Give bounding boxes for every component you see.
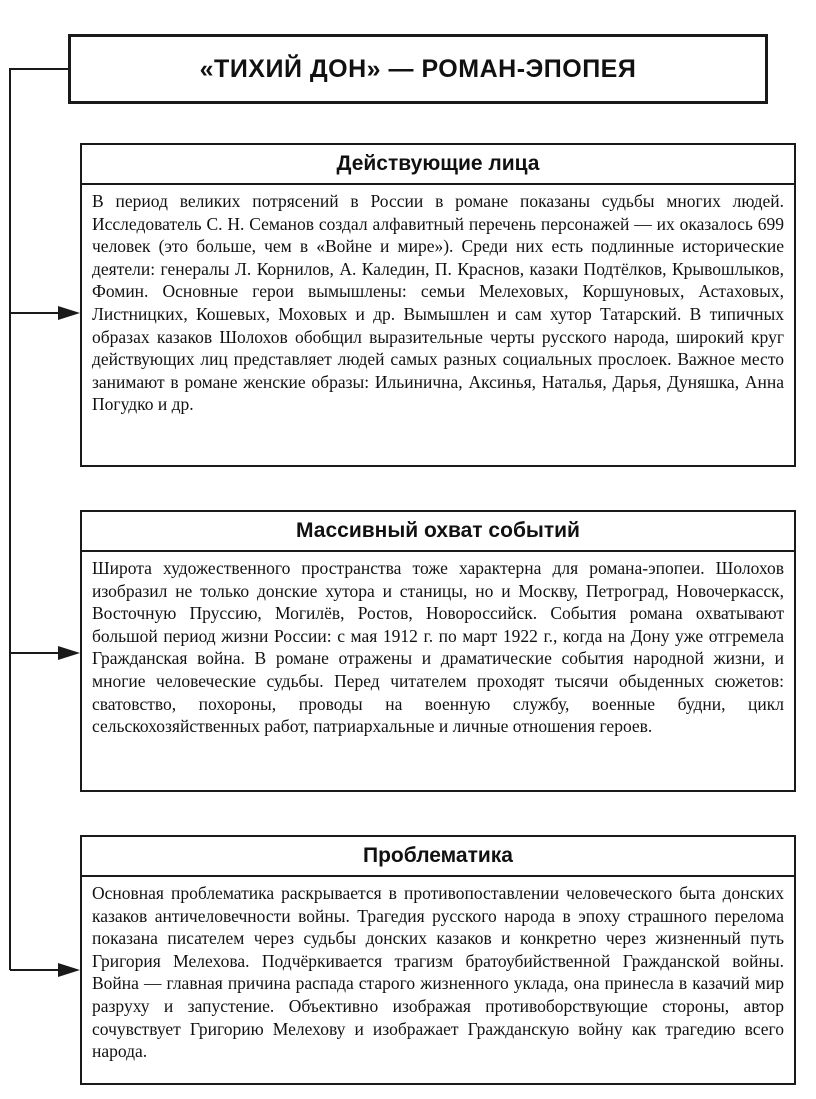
section-text: Основная проблематика раскрывается в противопоставлении человеческого быта донских казаков античеловечности войны. Трагедия русского народа в эпоху страшного перелома показана писателем через судьбы донских казаков и конкретно через жизненный путь Григория Мелехова. Подчёркивается трагизм братоубийственной Гражданской войны. Война — главная причина распада старого жизненного уклада, она принесла в казачий мир разруху и запустение. Объективно изображая противоборствующие стороны, автор сочувствует Григорию Мелехову и изображает Гражданскую войну как трагедию всего народа. [92,883,784,1062]
arrow-icon [58,306,80,320]
section-heading: Действующие лица [336,152,540,175]
section-heading: Проблематика [363,844,513,867]
section-text: В период великих потрясений в России в романе показаны судьбы многих людей. Исследователь С. Н. Семанов создал алфавитный перечень персонажей — их оказалось 699 человек (это больше, чем в «Войне и мире»). Среди них есть подлинные исторические деятели: генералы Л. Корнилов, А. Каледин, П. Краснов, казаки Подтёлков, Крывошлыков, Фомин. Основные герои вымышлены: семьи Мелеховых, Коршуновых, Астаховых, Листницких, Кошевых, Моховых и др. Вымышлен и сам хутор Татарский. В типичных образах казаков Шолохов обобщил выразительные черты русского народа, широкий круг действующих лиц представляет людей самых разных социальных прослоек. Важное место занимают в романе женские образы: Ильинична, Аксинья, Наталья, Дарья, Дуняшка, Анна Погудко и др. [92,191,784,415]
section-problems [80,835,796,1085]
arrow-icon [58,963,80,977]
section-header [82,145,794,185]
section-header [82,837,794,877]
section-heading: Массивный охват событий [296,519,580,542]
title-box [68,34,768,104]
arrow-icon [58,646,80,660]
section-text: Широта художественного пространства тоже характерна для романа-эпопеи. Шолохов изобразил не только донские хутора и станицы, но и Москву, Петроград, Новочеркасск, Восточную Пруссию, Могилёв, Ростов, Новороссийск. События романа охватывают большой период жизни России: с мая 1912 г. по март 1922 г., когда на Дону уже отгремела Гражданская война. В романе отражены и драматические события народной жизни, и многие человеческие судьбы. Перед читателем проходят тысячи обыденных сюжетов: сватовство, похороны, проводы на военную службу, военные будни, цикл сельскохозяйственных работ, патриархальные и личные отношения героев. [92,558,784,737]
page-title: «ТИХИЙ ДОН» — РОМАН-ЭПОПЕЯ [199,54,637,83]
section-characters [80,143,796,467]
section-events [80,510,796,792]
section-header [82,512,794,552]
